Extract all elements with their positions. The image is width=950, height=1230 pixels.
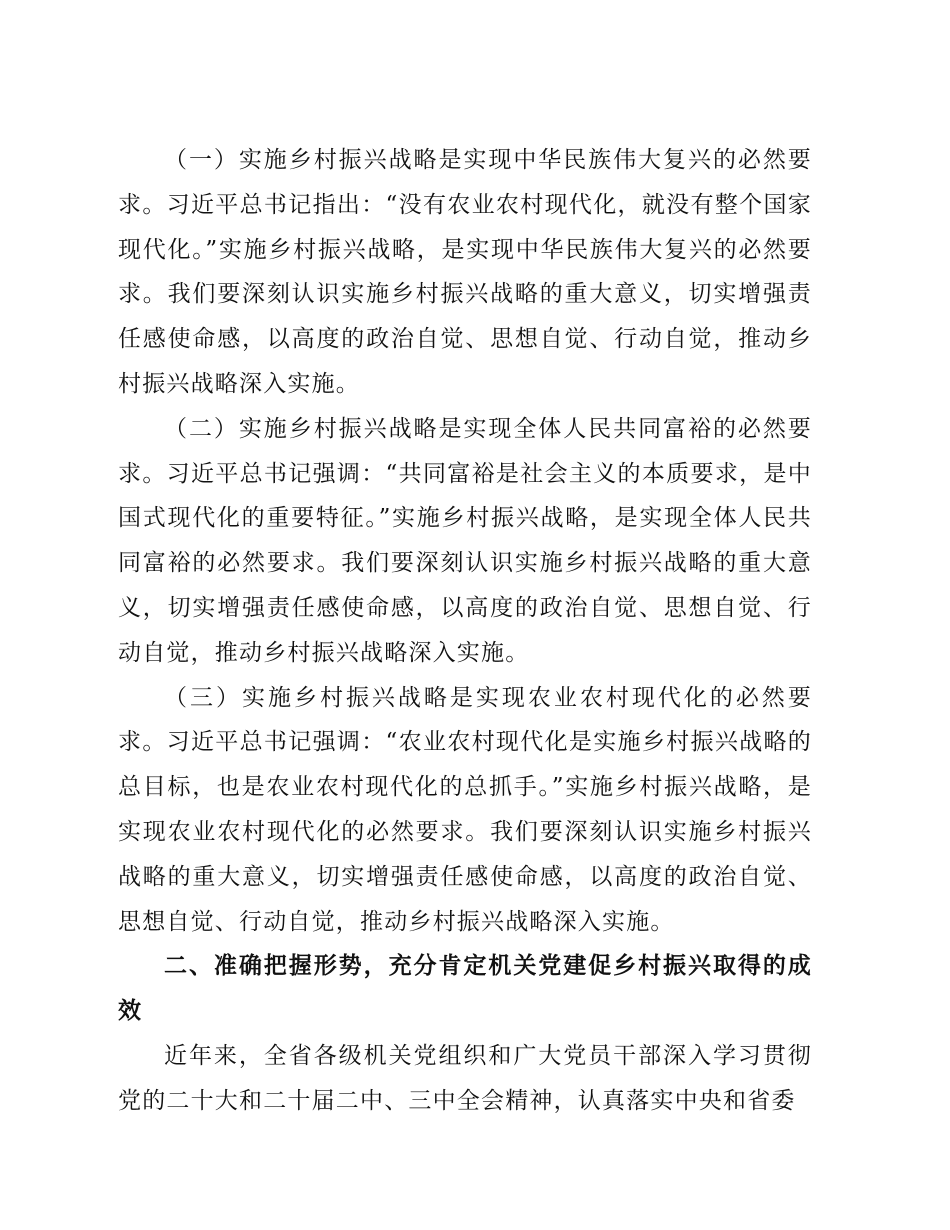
paragraph-section-3: （三）实施乡村振兴战略是实现农业农村现代化的必然要求。习近平总书记强调：“农业农村现代化是实施乡村振兴战略的总目标，也是农业农村现代化的总抓手。”实施乡村振兴战略，是实现农业农村现代化的必然要求。我们要深刻认识实施乡村振兴战略的重大意义，切实增强责任感使命感，以高度的政治自觉、思想自觉、行动自觉，推动乡村振兴战略深入实施。 — [118, 684, 812, 935]
section-heading-2: 二、准确把握形势，充分肯定机关党建促乡村振兴取得的成效 — [118, 953, 812, 1025]
paragraph-intro-section-2: 近年来，全省各级机关党组织和广大党员干部深入学习贯彻党的二十大和二十届二中、三中全会精神，认真落实中央和省委 — [118, 1042, 812, 1114]
paragraph-section-2: （二）实施乡村振兴战略是实现全体人民共同富裕的必然要求。习近平总书记强调：“共同富裕是社会主义的本质要求，是中国式现代化的重要特征。”实施乡村振兴战略，是实现全体人民共同富裕的必然要求。我们要深刻认识实施乡村振兴战略的重大意义，切实增强责任感使命感，以高度的政治自觉、思想自觉、行动自觉，推动乡村振兴战略深入实施。 — [118, 415, 812, 666]
document-page — [118, 138, 812, 1124]
paragraph-section-1: （一）实施乡村振兴战略是实现中华民族伟大复兴的必然要求。习近平总书记指出：“没有农业农村现代化，就没有整个国家现代化。”实施乡村振兴战略，是实现中华民族伟大复兴的必然要求。我们要深刻认识实施乡村振兴战略的重大意义，切实增强责任感使命感，以高度的政治自觉、思想自觉、行动自觉，推动乡村振兴战略深入实施。 — [118, 147, 812, 397]
